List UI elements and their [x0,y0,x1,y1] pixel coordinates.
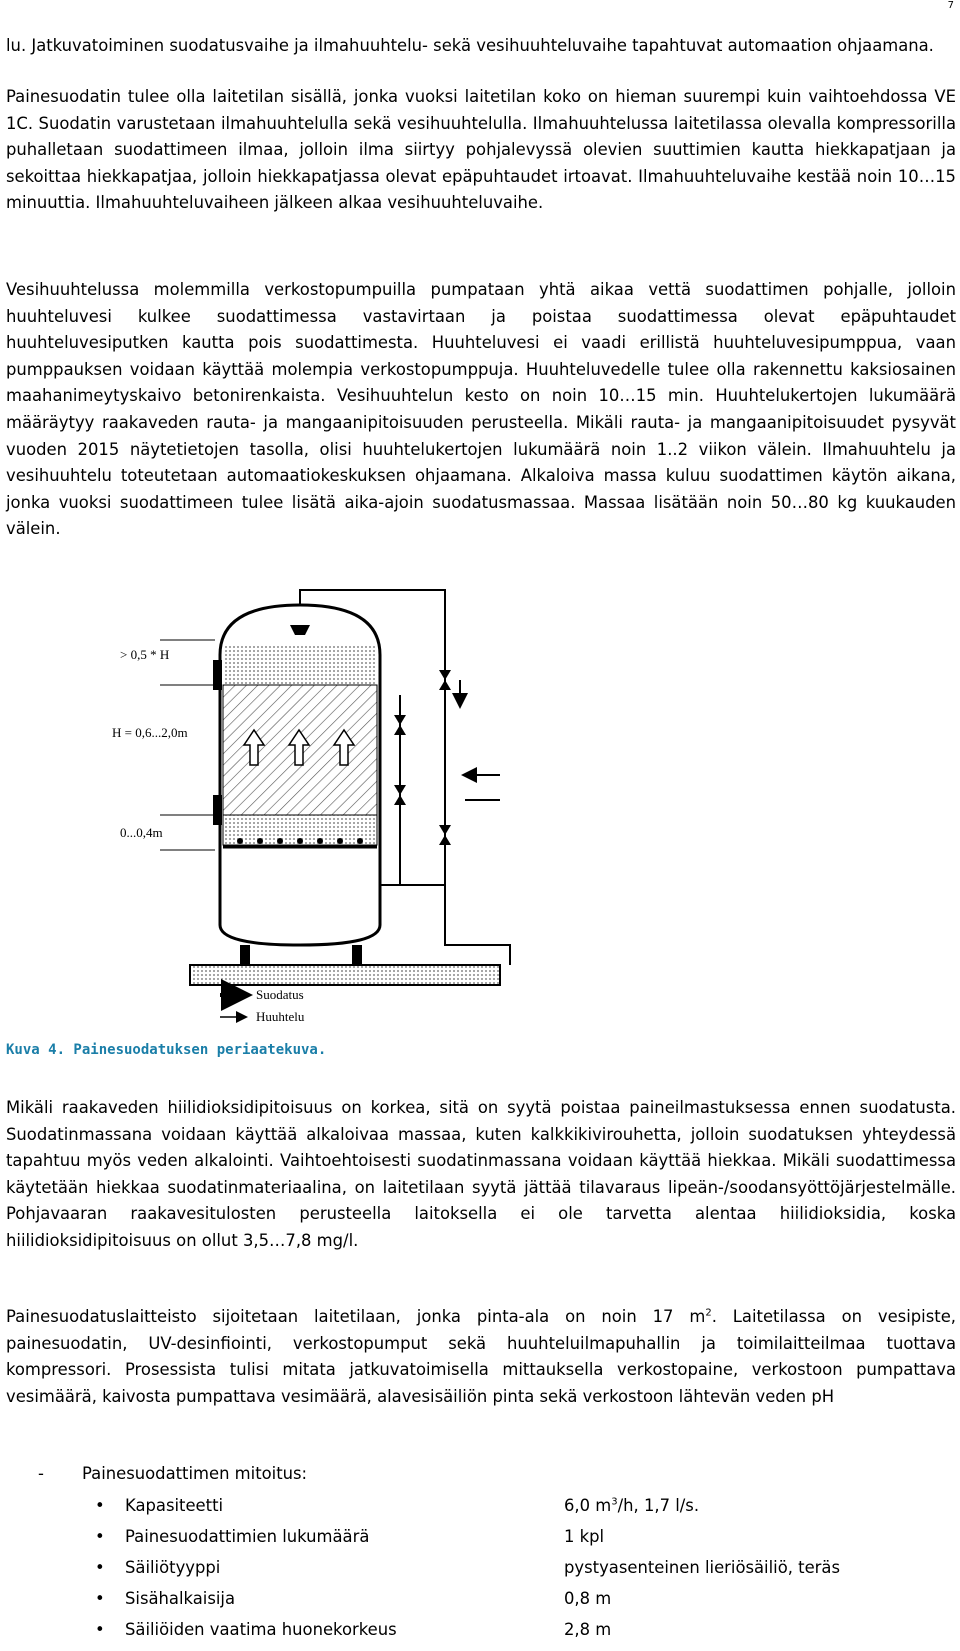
spec-row-diameter: • Sisähalkaisija 0,8 m [95,1589,612,1608]
spec-heading-text: Painesuodattimen mitoitus: [82,1464,308,1483]
valves [394,670,451,845]
paragraph-1: lu. Jatkuvatoiminen suodatusvaihe ja ilmahuuhtelu- sekä vesihuuhteluvaihe tapahtuvat automaation ohjaamana. [6,36,934,55]
list-dash: - [38,1464,44,1483]
paragraph-2: Painesuodatin tulee olla laitetilan sisällä, jonka vuoksi laitetilan koko on hieman suurempi kuin vaihtoehdossa VE 1C. Suodatin varustetaan ilmahuuhtelulla sekä vesihuuhtelulla. Ilmahuuhtelussa laitetilassa olevalla kompressorilla puhalletaan suodattimeen ilmaa, jolloin ilma siirtyy pohjalevyssä olevien suuttimien kautta hiekkapatjaan ja sekoittaa hiekkapatjaa, jolloin hiekkapatjassa olevat epäpuhtaudet irtoavat. Ilmahuuhteluvaihe kestää noin 10…15 minuuttia. Ilmahuuhteluvaiheen jälkeen alkaa vesihuuhteluvaihe. [6,87,956,213]
filter-diagram-svg [120,585,680,1025]
paragraph-4: Mikäli raakaveden hiilidioksidipitoisuus on korkea, sitä on syytä poistaa paineilmastuksessa ennen suodatusta. Suodatinmassana voidaan käyttää alkaloivaa massaa, kuten kalkkikivirouhetta, jolloin suodatuksen yhteydessä tapahtuu myös veden alkalointi. Vaihtoehtoisesti suodatinmassana voidaan käyttää hiekkaa. Mikäli suodattimessa käytetään hiekkaa suodatinmateriaalina, on laitetilaan syytä jättää tilavaraus lipeän-/soodansyöttöjärjestelmälle. Pohjavaaran raakavesitulosten perusteella laitoksella ei ole tarvetta alentaa hiilidioksidia, koska hiilidioksidipitoisuus on ollut 3,5…7,8 mg/l. [6,1098,956,1250]
dimension-label-top: > 0,5 * H [120,647,170,662]
spec-row-room-height: • Säiliöiden vaatima huonekorkeus 2,8 m [95,1620,612,1639]
spec-row-tank-type: • Säiliötyyppi pystyasenteinen lieriösäiliö, teräs [95,1558,840,1577]
pressure-filter-diagram [112,585,680,1025]
spec-row-capacity: • Kapasiteetti 6,0 $m^3/h$, 1,7 l/s. [95,1496,700,1515]
spec-row-count: • Painesuodattimien lukumäärä 1 kpl [95,1527,605,1546]
spec-heading [38,1464,307,1483]
paragraph-3: Vesihuuhtelussa molemmilla verkostopumpuilla pumpataan yhtä aikaa vettä suodattimen pohjalle, jolloin huuhteluvesi kulkee suodattimessa vastavirtaan ja poistaa suodattimessa olevat epäpuhtaudet huuhteluvesiputken kautta pois suodattimesta. Huuhteluvesi ei vaadi erillistä huuhteluvesipumppua, vaan pumppauksen voidaan käyttää molempia verkostopumppuja. Huuhteluvedelle tulee olla rakennettu kaksiosainen maahanimeytyskaivo betonirenkaista. Vesihuuhtelun kesto on noin 10…15 min. Huuhtelukertojen lukumäärä määräytyy raakaveden rauta- ja mangaanipitoisuuden perusteella. Mikäli rauta- ja mangaanipitoisuudet pysyvät vuoden 2015 näytetietojen tasolla, olisi huuhtelukertojen lukumäärä noin 1..2 viikon välein. Ilmahuuhtelu ja vesihuuhtelu toteutetaan automaatiokeskuksen ohjaamana. Alkaloiva massa kuluu suodattimen käytön aikana, jonka vuoksi suodattimeen tulee lisätä aika-ajoin suodatusmassaa. Massaa lisätään noin 50…80 kg kuukauden välein. [6,280,956,539]
page-number: 7 [947,0,954,11]
dimension-label-bottom: 0...0,4m [120,825,163,840]
dimension-label-mid: H = 0,6...2,0m [112,725,188,740]
legend-filtering: Suodatus [256,987,304,1002]
figure-caption: Kuva 4. Painesuodatuksen periaatekuva. [6,1042,327,1058]
water-zone [223,645,377,685]
paragraph-5: Painesuodatuslaitteisto sijoitetaan laitetilaan, jonka pinta-ala on noin 17 $m^2$. Laitetilassa on vesipiste, painesuodatin, UV-desinfiointi, verkostopumput sekä huuhteluilmapuhallin ja toimilaitteilmaa tuottava kompressori. Prosessista tulisi mitata jatkuvatoimisella mittauksella verkostopaine, verkostoon pumpattava vesimäärä, kaivosta pumpattava vesimäärä, alavesisäiliön pinta sekä verkostoon lähtevän veden pH [6,1307,956,1406]
legend-backwash: Huuhtelu [256,1009,305,1024]
